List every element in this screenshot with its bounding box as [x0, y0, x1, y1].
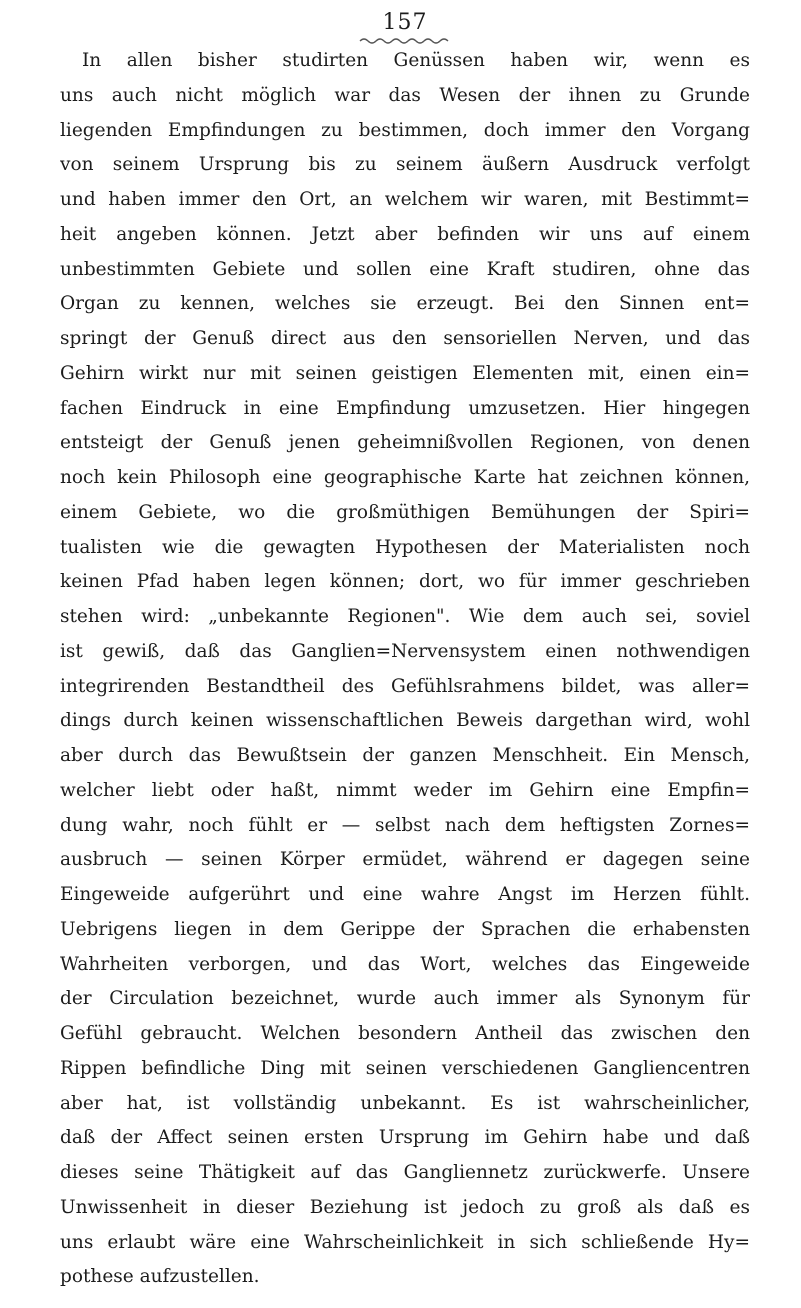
text-line: dieses seine Thätigkeit auf das Gangliennetz zurückwerfe. Unsere [60, 1162, 750, 1183]
text-line: der Circulation bezeichnet, wurde auch immer als Synonym für [60, 988, 750, 1010]
text-line: integrirenden Bestandtheil des Gefühlsrahmens bildet, was aller= [60, 675, 750, 697]
text-line: Uebrigens liegen in dem Gerippe der Sprachen die erhabensten [60, 918, 750, 940]
text-line: liegenden Empfindungen zu bestimmen, doch immer den Vorgang [60, 119, 750, 141]
text-line: stehen wird: „unbekannte Regionen". Wie dem auch sei, soviel [60, 606, 750, 627]
text-line: uns erlaubt wäre eine Wahrscheinlichkeit in sich schließende Hy= [60, 1231, 750, 1253]
page-number: 157 [382, 10, 428, 35]
text-line: einem Gebiete, wo die großmüthigen Bemühungen der Spiri= [60, 501, 750, 523]
text-line: ausbruch — seinen Körper ermüdet, während er dagegen seine [60, 849, 750, 871]
text-line: von seinem Ursprung bis zu seinem äußern Ausdruck verfolgt [60, 154, 750, 176]
text-line: keinen Pfad haben legen können; dort, wo für immer geschrieben [60, 571, 750, 593]
text-line: pothese aufzustellen. [60, 1266, 260, 1288]
text-line: heit angeben können. Jetzt aber befinden wir uns auf einem [60, 223, 750, 245]
text-line: noch kein Philosoph eine geographische Karte hat zeichnen können, [60, 467, 750, 488]
text-line: In allen bisher studirten Genüssen haben wir, wenn es [82, 50, 750, 71]
text-line: entsteigt der Genuß jenen geheimnißvollen Regionen, von denen [60, 432, 750, 454]
text-line: Eingeweide aufgerührt und eine wahre Angst im Herzen fühlt. [60, 884, 750, 905]
text-line: dings durch keinen wissenschaftlichen Beweis dargethan wird, wohl [60, 710, 750, 732]
text-line: Rippen befindliche Ding mit seinen verschiedenen Gangliencentren [60, 1057, 750, 1079]
text-line: aber durch das Bewußtsein der ganzen Menschheit. Ein Mensch, [60, 745, 750, 766]
text-line: daß der Affect seinen ersten Ursprung im Gehirn habe und daß [60, 1127, 750, 1149]
text-line: Wahrheiten verborgen, und das Wort, welches das Eingeweide [60, 953, 750, 975]
text-line: springt der Genuß direct aus den sensoriellen Nerven, und das [60, 328, 750, 349]
text-line: dung wahr, noch fühlt er — selbst nach dem heftigsten Zornes= [60, 814, 750, 836]
text-line: Gefühl gebraucht. Welchen besondern Antheil das zwischen den [60, 1023, 750, 1044]
body-text [60, 44, 750, 1295]
text-line: Organ zu kennen, welches sie erzeugt. Bei den Sinnen ent= [60, 293, 750, 315]
text-line: ist gewiß, daß das Ganglien=Nervensystem einen nothwendigen [60, 640, 750, 662]
text-line: Gehirn wirkt nur mit seinen geistigen Elementen mit, einen ein= [60, 362, 750, 384]
text-line: uns auch nicht möglich war das Wesen der ihnen zu Grunde [60, 84, 750, 106]
text-line: Unwissenheit in dieser Beziehung ist jedoch zu groß als daß es [60, 1196, 750, 1218]
text-line: tualisten wie die gewagten Hypothesen der Materialisten noch [60, 536, 750, 558]
text-line: unbestimmten Gebiete und sollen eine Kraft studiren, ohne das [60, 258, 750, 280]
text-line: welcher liebt oder haßt, nimmt weder im Gehirn eine Empfin= [60, 779, 750, 801]
text-line: aber hat, ist vollständig unbekannt. Es ist wahrscheinlicher, [60, 1092, 750, 1114]
text-line: fachen Eindruck in eine Empfindung umzusetzen. Hier hingegen [60, 397, 750, 419]
text-line: und haben immer den Ort, an welchem wir waren, mit Bestimmt= [60, 189, 750, 210]
